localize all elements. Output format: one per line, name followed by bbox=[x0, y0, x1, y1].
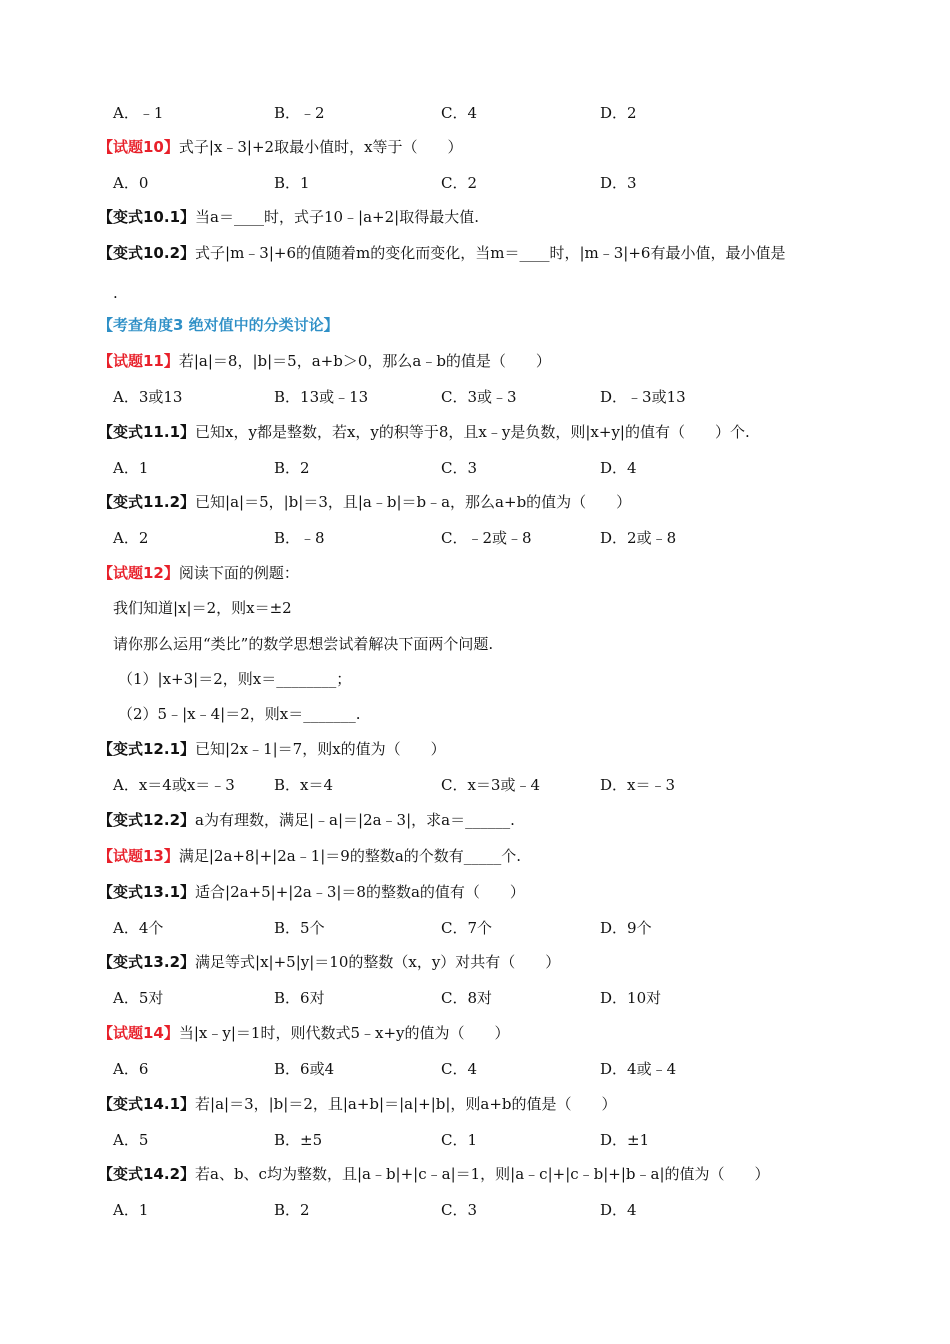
variant-tag: 【变式11.2】 bbox=[98, 493, 196, 511]
option-b: B．x＝4 bbox=[274, 776, 334, 794]
variant-11-2 bbox=[98, 491, 631, 513]
option-d: D．2或﹣8 bbox=[600, 529, 677, 547]
option-d: D．4 bbox=[600, 1201, 637, 1219]
option-a: A．1 bbox=[113, 459, 149, 477]
variant-text: 已知|a|＝5，|b|＝3，且|a﹣b|＝b﹣a，那么a+b的值为（ ） bbox=[195, 493, 632, 511]
question-text: 阅读下面的例题： bbox=[178, 564, 299, 582]
question-text: 满足|2a+8|+|2a﹣1|＝9的整数a的个数有_____个. bbox=[178, 847, 522, 865]
variant-text: a为有理数，满足|﹣a|＝|2a﹣3|，求a＝______. bbox=[195, 811, 515, 829]
option-b: B．﹣8 bbox=[274, 529, 325, 547]
variant-tag: 【变式14.1】 bbox=[98, 1095, 196, 1113]
question-10 bbox=[98, 136, 463, 158]
options-row-v13-2 bbox=[0, 987, 950, 1009]
variant-text: 满足等式|x|+5|y|＝10的整数（x，y）对共有（ ） bbox=[195, 953, 561, 971]
variant-tag: 【变式12.2】 bbox=[98, 811, 196, 829]
option-c: C．x＝3或﹣4 bbox=[441, 776, 541, 794]
option-b: B．1 bbox=[274, 174, 310, 192]
option-c: C．1 bbox=[441, 1131, 478, 1149]
option-c: C．2 bbox=[441, 174, 478, 192]
option-b: B．2 bbox=[274, 459, 310, 477]
option-d: D．9个 bbox=[600, 919, 652, 937]
variant-text: 适合|2a+5|+|2a﹣3|＝8的整数a的值有（ ） bbox=[195, 883, 525, 901]
option-b: B．6或4 bbox=[274, 1060, 335, 1078]
option-d: D．3 bbox=[600, 174, 637, 192]
option-b: B．6对 bbox=[274, 989, 325, 1007]
question-12-line-2: 请你那么运用“类比”的数学思想尝试着解决下面两个问题. bbox=[113, 635, 494, 653]
option-c: C．4 bbox=[441, 1060, 478, 1078]
question-text: 式子|x﹣3|+2取最小值时，x等于（ ） bbox=[178, 138, 463, 156]
options-row-v12-1 bbox=[0, 774, 950, 796]
option-d: D．﹣3或13 bbox=[600, 388, 686, 406]
option-d: D．±1 bbox=[600, 1131, 650, 1149]
option-c: C．﹣2或﹣8 bbox=[441, 529, 532, 547]
option-d: D．4或﹣4 bbox=[600, 1060, 677, 1078]
options-row-q11 bbox=[0, 386, 950, 408]
option-c: C．3 bbox=[441, 1201, 478, 1219]
option-d: D．10对 bbox=[600, 989, 662, 1007]
variant-10-2 bbox=[98, 242, 785, 264]
options-row-q10 bbox=[0, 172, 950, 194]
option-c: C．7个 bbox=[441, 919, 493, 937]
variant-11-1 bbox=[98, 421, 750, 443]
question-13 bbox=[98, 845, 521, 867]
variant-text: 当a＝____时，式子10﹣|a+2|取得最大值. bbox=[195, 208, 479, 226]
options-row-v11-1 bbox=[0, 457, 950, 479]
question-tag: 【试题10】 bbox=[98, 138, 179, 156]
option-a: A．﹣1 bbox=[113, 104, 164, 122]
variant-text: 已知|2x﹣1|＝7，则x的值为（ ） bbox=[195, 740, 446, 758]
option-a: A．3或13 bbox=[113, 388, 183, 406]
variant-text: 式子|m﹣3|+6的值随着m的变化而变化，当m＝____时，|m﹣3|+6有最小值，最小值是 bbox=[195, 244, 786, 262]
options-row-v11-2 bbox=[0, 527, 950, 549]
variant-tag: 【变式12.1】 bbox=[98, 740, 196, 758]
option-c: C．3或﹣3 bbox=[441, 388, 517, 406]
option-b: B．2 bbox=[274, 1201, 310, 1219]
question-12-sub-2: （2）5﹣|x﹣4|＝2，则x＝_______. bbox=[118, 705, 361, 723]
option-a: A．4个 bbox=[113, 919, 164, 937]
option-a: A．0 bbox=[113, 174, 149, 192]
question-11 bbox=[98, 350, 551, 372]
option-a: A．x＝4或x＝﹣3 bbox=[113, 776, 235, 794]
question-12 bbox=[98, 562, 299, 584]
variant-tag: 【变式11.1】 bbox=[98, 423, 196, 441]
variant-13-1 bbox=[98, 881, 525, 903]
options-row-v13-1 bbox=[0, 917, 950, 939]
option-c: C．8对 bbox=[441, 989, 493, 1007]
variant-10-2-continuation: . bbox=[113, 284, 118, 302]
variant-tag: 【变式14.2】 bbox=[98, 1165, 196, 1183]
options-row-v14-1 bbox=[0, 1129, 950, 1151]
variant-14-2 bbox=[98, 1163, 770, 1185]
variant-tag: 【变式13.2】 bbox=[98, 953, 196, 971]
option-b: B．±5 bbox=[274, 1131, 323, 1149]
variant-tag: 【变式13.1】 bbox=[98, 883, 196, 901]
question-12-line-1: 我们知道|x|＝2，则x＝±2 bbox=[113, 599, 292, 617]
option-d: D．4 bbox=[600, 459, 637, 477]
question-tag: 【试题11】 bbox=[98, 352, 179, 370]
options-row-v14-2 bbox=[0, 1199, 950, 1221]
variant-10-1 bbox=[98, 206, 479, 228]
option-b: B．﹣2 bbox=[274, 104, 325, 122]
variant-tag: 【变式10.1】 bbox=[98, 208, 196, 226]
option-c: C．3 bbox=[441, 459, 478, 477]
variant-12-1 bbox=[98, 738, 446, 760]
variant-tag: 【变式10.2】 bbox=[98, 244, 196, 262]
section-heading: 【考查角度3 绝对值中的分类讨论】 bbox=[98, 316, 339, 334]
question-tag: 【试题13】 bbox=[98, 847, 179, 865]
option-a: A．1 bbox=[113, 1201, 149, 1219]
variant-text: 已知x，y都是整数，若x，y的积等于8，且x﹣y是负数，则|x+y|的值有（ ）个. bbox=[195, 423, 750, 441]
question-text: 当|x﹣y|＝1时，则代数式5﹣x+y的值为（ ） bbox=[178, 1024, 510, 1042]
option-c: C．4 bbox=[441, 104, 478, 122]
options-row-q14 bbox=[0, 1058, 950, 1080]
question-14 bbox=[98, 1022, 510, 1044]
question-text: 若|a|＝8，|b|＝5，a+b＞0，那么a﹣b的值是（ ） bbox=[178, 352, 551, 370]
question-tag: 【试题12】 bbox=[98, 564, 179, 582]
option-a: A．2 bbox=[113, 529, 149, 547]
question-tag: 【试题14】 bbox=[98, 1024, 179, 1042]
option-a: A．6 bbox=[113, 1060, 149, 1078]
variant-14-1 bbox=[98, 1093, 617, 1115]
variant-text: 若|a|＝3，|b|＝2，且|a+b|＝|a|+|b|，则a+b的值是（ ） bbox=[195, 1095, 617, 1113]
option-a: A．5对 bbox=[113, 989, 164, 1007]
option-d: D．x＝﹣3 bbox=[600, 776, 676, 794]
question-12-sub-1: （1）|x+3|＝2，则x＝________； bbox=[118, 670, 352, 688]
variant-13-2 bbox=[98, 951, 560, 973]
option-a: A．5 bbox=[113, 1131, 149, 1149]
options-row-prev bbox=[0, 102, 950, 124]
option-d: D．2 bbox=[600, 104, 637, 122]
variant-text: 若a、b、c均为整数，且|a﹣b|+|c﹣a|＝1，则|a﹣c|+|c﹣b|+|b﹣a|的值为（ ） bbox=[195, 1165, 770, 1183]
option-b: B．13或﹣13 bbox=[274, 388, 369, 406]
variant-12-2 bbox=[98, 809, 515, 831]
option-b: B．5个 bbox=[274, 919, 325, 937]
